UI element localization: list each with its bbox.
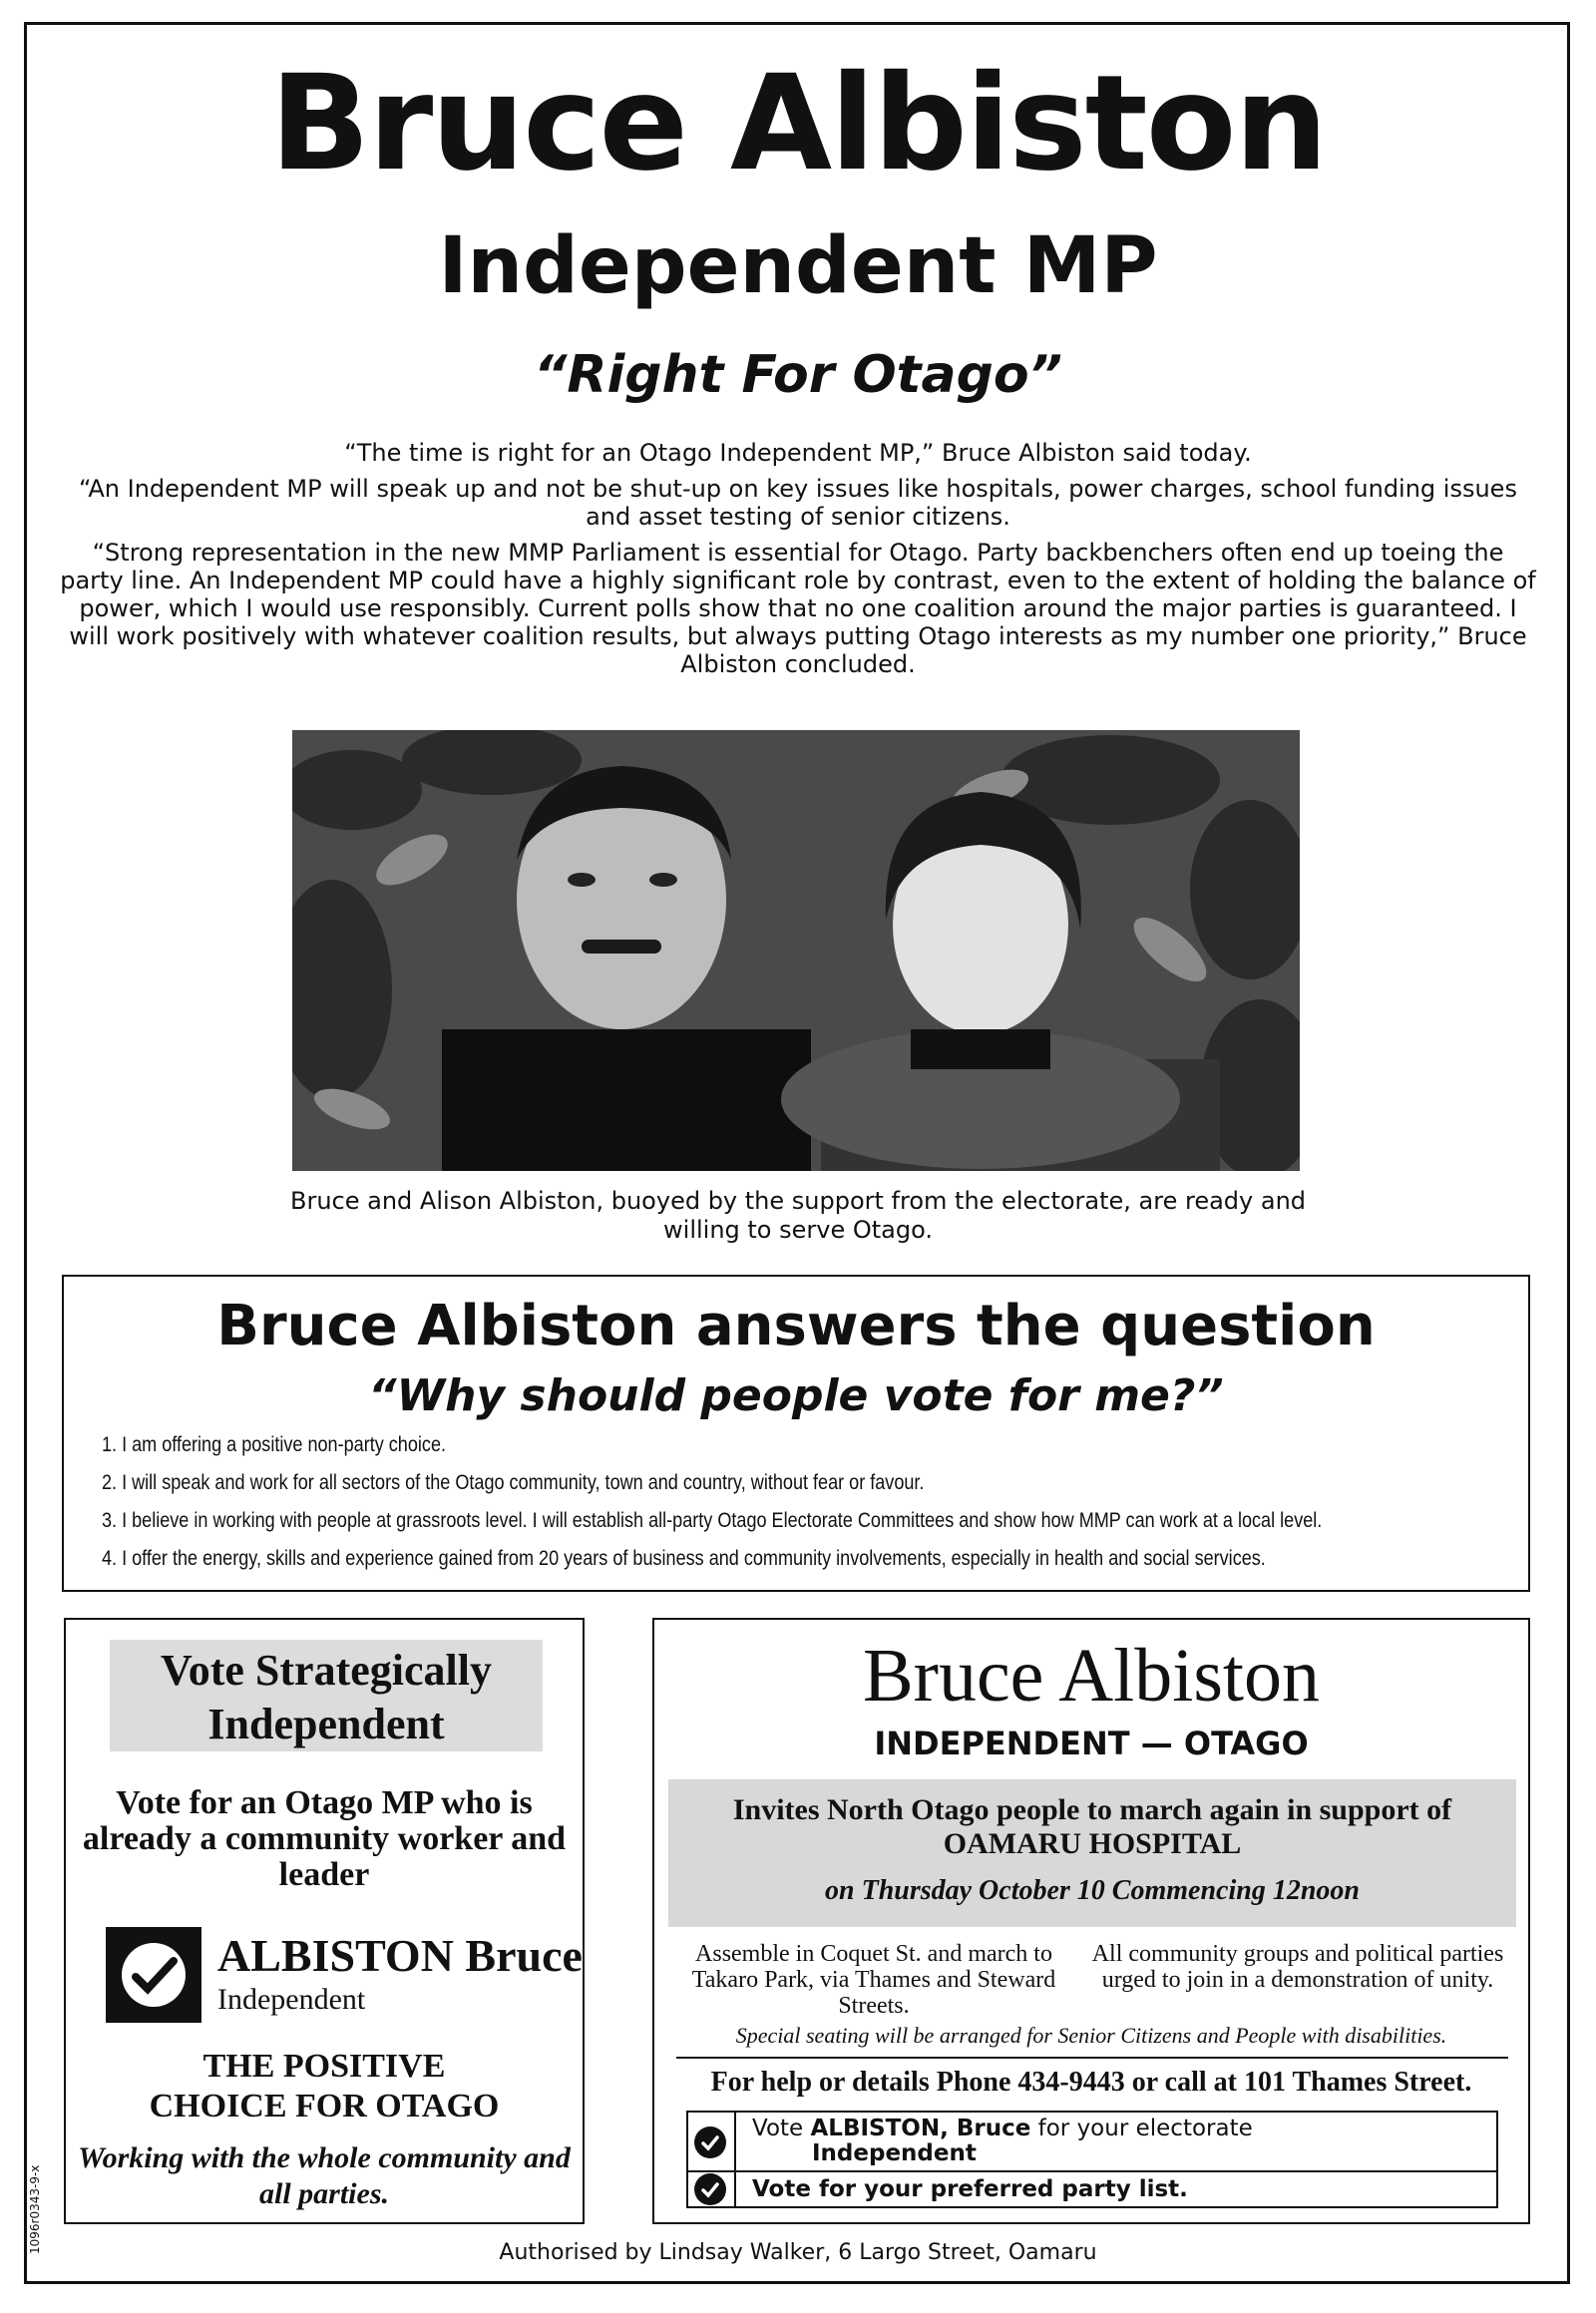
- answers-box: [62, 1275, 1530, 1592]
- headline-line: Vote Strategically: [161, 1646, 492, 1695]
- working-text: Working with the whole community and all parties.: [78, 2141, 571, 2210]
- seating-note: Special seating will be arranged for Senior Citizens and People with disabilities.: [735, 2023, 1447, 2048]
- checkmark-icon: [694, 2173, 726, 2205]
- march-box-subtitle: INDEPENDENT — OTAGO: [874, 1725, 1309, 1762]
- ballot-electorate-text: [752, 2117, 1253, 2166]
- invite-line: OAMARU HOSPITAL: [943, 1827, 1242, 1860]
- invite-text: [668, 1793, 1516, 1861]
- slogan: “Right For Otago”: [533, 345, 1063, 405]
- ballot-name: ALBISTON Bruce: [217, 1930, 583, 1981]
- headline-line: Independent: [207, 1700, 445, 1748]
- invite-line: Invites North Otago people to march again in support of: [732, 1793, 1452, 1826]
- candidate-photo: [292, 730, 1300, 1171]
- invite-date: on Thursday October 10 Commencing 12noon: [825, 1875, 1360, 1906]
- ballot-divider: [734, 2170, 736, 2208]
- ballot-affiliation: Independent: [812, 2140, 977, 2166]
- answer-item: 3. I believe in working with people at grassroots level. I will establish all-party Otago Electorate Committees and show how MMP can work at a local level.: [102, 1509, 1323, 1532]
- ballot-party-text: Vote for your preferred party list.: [752, 2176, 1188, 2202]
- photo-caption: Bruce and Alison Albiston, buoyed by the support from the electorate, are ready and willing to serve Otago.: [289, 1187, 1307, 1244]
- answer-item: 1. I am offering a positive non-party choice.: [102, 1433, 447, 1456]
- answer-item: 4. I offer the energy, skills and experience gained from 20 years of business and community involvements, especially in health and social services.: [102, 1547, 1266, 1570]
- ballot-divider: [734, 2113, 736, 2170]
- answers-list: [102, 1426, 1323, 1578]
- ballot-candidate: ALBISTON, Bruce: [810, 2116, 1031, 2141]
- march-box: [652, 1618, 1530, 2224]
- ballot-sample: [686, 2111, 1498, 2208]
- intro-paragraph: “The time is right for an Otago Independent MP,” Bruce Albiston said today.: [344, 439, 1252, 467]
- invite-block: [668, 1779, 1516, 1927]
- answers-title: Bruce Albiston answers the question: [216, 1294, 1376, 1358]
- ballot-affiliation: Independent: [217, 1983, 366, 2016]
- intro-text: [60, 439, 1536, 686]
- ballot-row-party: [688, 2170, 1496, 2208]
- answers-subtitle: “Why should people vote for me?”: [368, 1370, 1224, 1421]
- ballot-entry: [106, 1919, 583, 2029]
- photo-illustration: [292, 730, 1300, 1171]
- positive-line: THE POSITIVE: [202, 2048, 446, 2085]
- vote-strategically-headline: [110, 1640, 543, 1751]
- assemble-text: Assemble in Coquet St. and march to Takaro Park, via Thames and Steward Streets.: [691, 1941, 1056, 2019]
- ballot-row-electorate: [688, 2113, 1496, 2172]
- community-groups-text: All community groups and political parties urged to join in a demonstration of unity.: [1091, 1941, 1504, 1993]
- answer-item: 2. I will speak and work for all sectors of the Otago community, town and country, without fear or favour.: [102, 1471, 925, 1494]
- ballot-text: Vote: [752, 2116, 811, 2141]
- candidate-title: Independent MP: [438, 221, 1158, 311]
- positive-line: CHOICE FOR OTAGO: [149, 2088, 500, 2124]
- vote-strategically-box: [64, 1618, 585, 2224]
- candidate-name-heading: Bruce Albiston: [269, 47, 1327, 200]
- positive-choice-text: [66, 2047, 583, 2126]
- checkmark-icon: [694, 2126, 726, 2158]
- checkmark-icon: [106, 1927, 201, 2023]
- divider: [676, 2057, 1508, 2059]
- ballot-text: for your electorate: [1030, 2116, 1253, 2141]
- intro-paragraph: “Strong representation in the new MMP Parliament is essential for Otago. Party backbenchers often end up toeing the party line. An Independent MP could have a highly significant role by contrast, even to the extent of holding the balance of power, which I would use responsibly. Current polls show that no one coalition around the major parties is guaranteed. I will work positively with whatever coalition results, but always putting Otago interests as my number one priority,” Bruce Albiston concluded.: [60, 539, 1536, 678]
- reference-code: 1096r0343-9-x: [28, 2164, 42, 2254]
- march-box-name: Bruce Albiston: [862, 1634, 1321, 1718]
- authorisation-statement: Authorised by Lindsay Walker, 6 Largo Street, Oamaru: [499, 2240, 1097, 2265]
- phone-contact: For help or details Phone 434-9443 or call at 101 Thames Street.: [710, 2067, 1472, 2098]
- intro-paragraph: “An Independent MP will speak up and not be shut-up on key issues like hospitals, power charges, school funding issues and asset testing of senior citizens.: [79, 475, 1517, 531]
- community-leader-text: Vote for an Otago MP who is already a community worker and leader: [82, 1784, 567, 1893]
